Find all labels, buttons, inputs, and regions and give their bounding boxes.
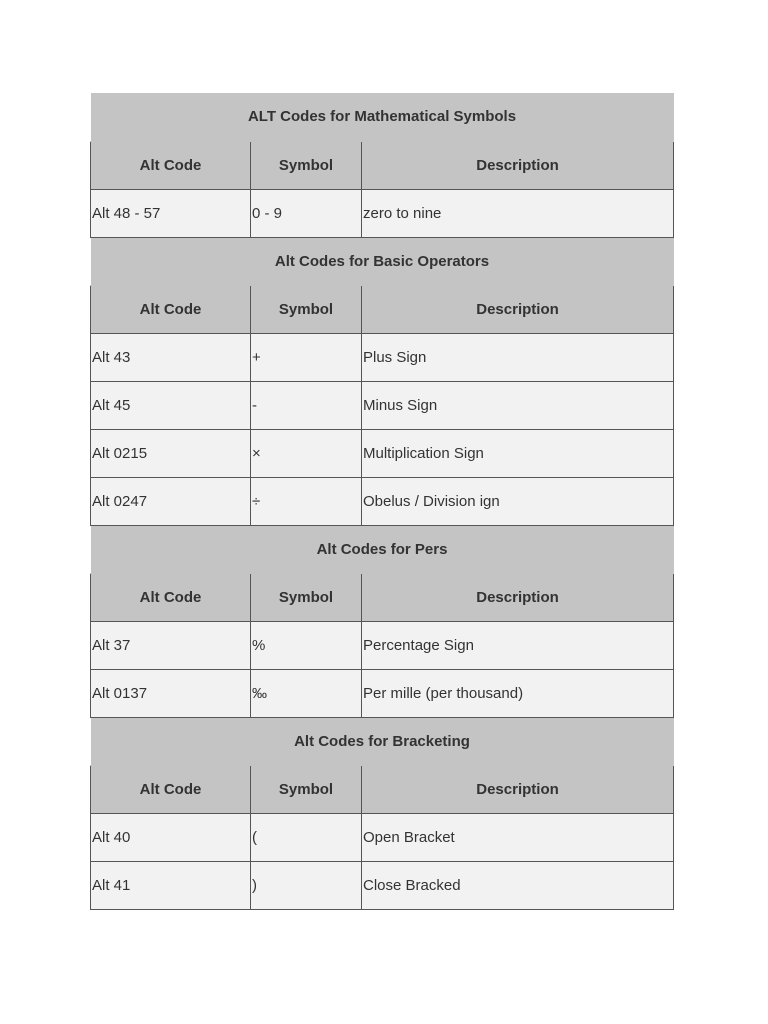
column-header-symbol: Symbol — [251, 285, 362, 333]
symbol-cell: - — [251, 381, 362, 429]
symbol-cell: ÷ — [251, 477, 362, 525]
alt-code-cell: Alt 37 — [91, 621, 251, 669]
description-cell: Obelus / Division ign — [362, 477, 674, 525]
column-header-row — [91, 285, 674, 333]
table-row — [91, 621, 674, 669]
alt-code-cell: Alt 0137 — [91, 669, 251, 717]
table-row — [91, 429, 674, 477]
alt-code-cell: Alt 0215 — [91, 429, 251, 477]
column-header-row — [91, 141, 674, 189]
table-row — [91, 333, 674, 381]
alt-code-cell: Alt 48 - 57 — [91, 189, 251, 237]
section-title-row — [91, 93, 674, 141]
table-row — [91, 813, 674, 861]
column-header-row — [91, 573, 674, 621]
column-header-alt-code: Alt Code — [91, 285, 251, 333]
column-header-symbol: Symbol — [251, 141, 362, 189]
symbol-cell: × — [251, 429, 362, 477]
description-cell: Close Bracked — [362, 861, 674, 909]
column-header-alt-code: Alt Code — [91, 141, 251, 189]
symbol-cell: % — [251, 621, 362, 669]
symbol-cell: ) — [251, 861, 362, 909]
table-row — [91, 861, 674, 909]
alt-code-cell: Alt 40 — [91, 813, 251, 861]
description-cell: Minus Sign — [362, 381, 674, 429]
column-header-description: Description — [362, 765, 674, 813]
alt-code-cell: Alt 0247 — [91, 477, 251, 525]
description-cell: Plus Sign — [362, 333, 674, 381]
column-header-alt-code: Alt Code — [91, 573, 251, 621]
column-header-symbol: Symbol — [251, 573, 362, 621]
column-header-row — [91, 765, 674, 813]
section-title: ALT Codes for Mathematical Symbols — [91, 93, 674, 141]
column-header-description: Description — [362, 285, 674, 333]
alt-code-cell: Alt 45 — [91, 381, 251, 429]
symbol-cell: ‰ — [251, 669, 362, 717]
symbol-cell: 0 - 9 — [251, 189, 362, 237]
section-title-row — [91, 717, 674, 765]
section-title-row — [91, 525, 674, 573]
description-cell: Multiplication Sign — [362, 429, 674, 477]
section-title: Alt Codes for Bracketing — [91, 717, 674, 765]
description-cell: zero to nine — [362, 189, 674, 237]
column-header-description: Description — [362, 141, 674, 189]
table-row — [91, 189, 674, 237]
table-row — [91, 669, 674, 717]
section-title: Alt Codes for Basic Operators — [91, 237, 674, 285]
description-cell: Per mille (per thousand) — [362, 669, 674, 717]
alt-code-cell: Alt 43 — [91, 333, 251, 381]
description-cell: Percentage Sign — [362, 621, 674, 669]
alt-codes-table — [90, 93, 674, 910]
table-row — [91, 381, 674, 429]
column-header-symbol: Symbol — [251, 765, 362, 813]
column-header-alt-code: Alt Code — [91, 765, 251, 813]
description-cell: Open Bracket — [362, 813, 674, 861]
section-title-row — [91, 237, 674, 285]
symbol-cell: + — [251, 333, 362, 381]
column-header-description: Description — [362, 573, 674, 621]
table-row — [91, 477, 674, 525]
symbol-cell: ( — [251, 813, 362, 861]
alt-code-cell: Alt 41 — [91, 861, 251, 909]
section-title: Alt Codes for Pers — [91, 525, 674, 573]
